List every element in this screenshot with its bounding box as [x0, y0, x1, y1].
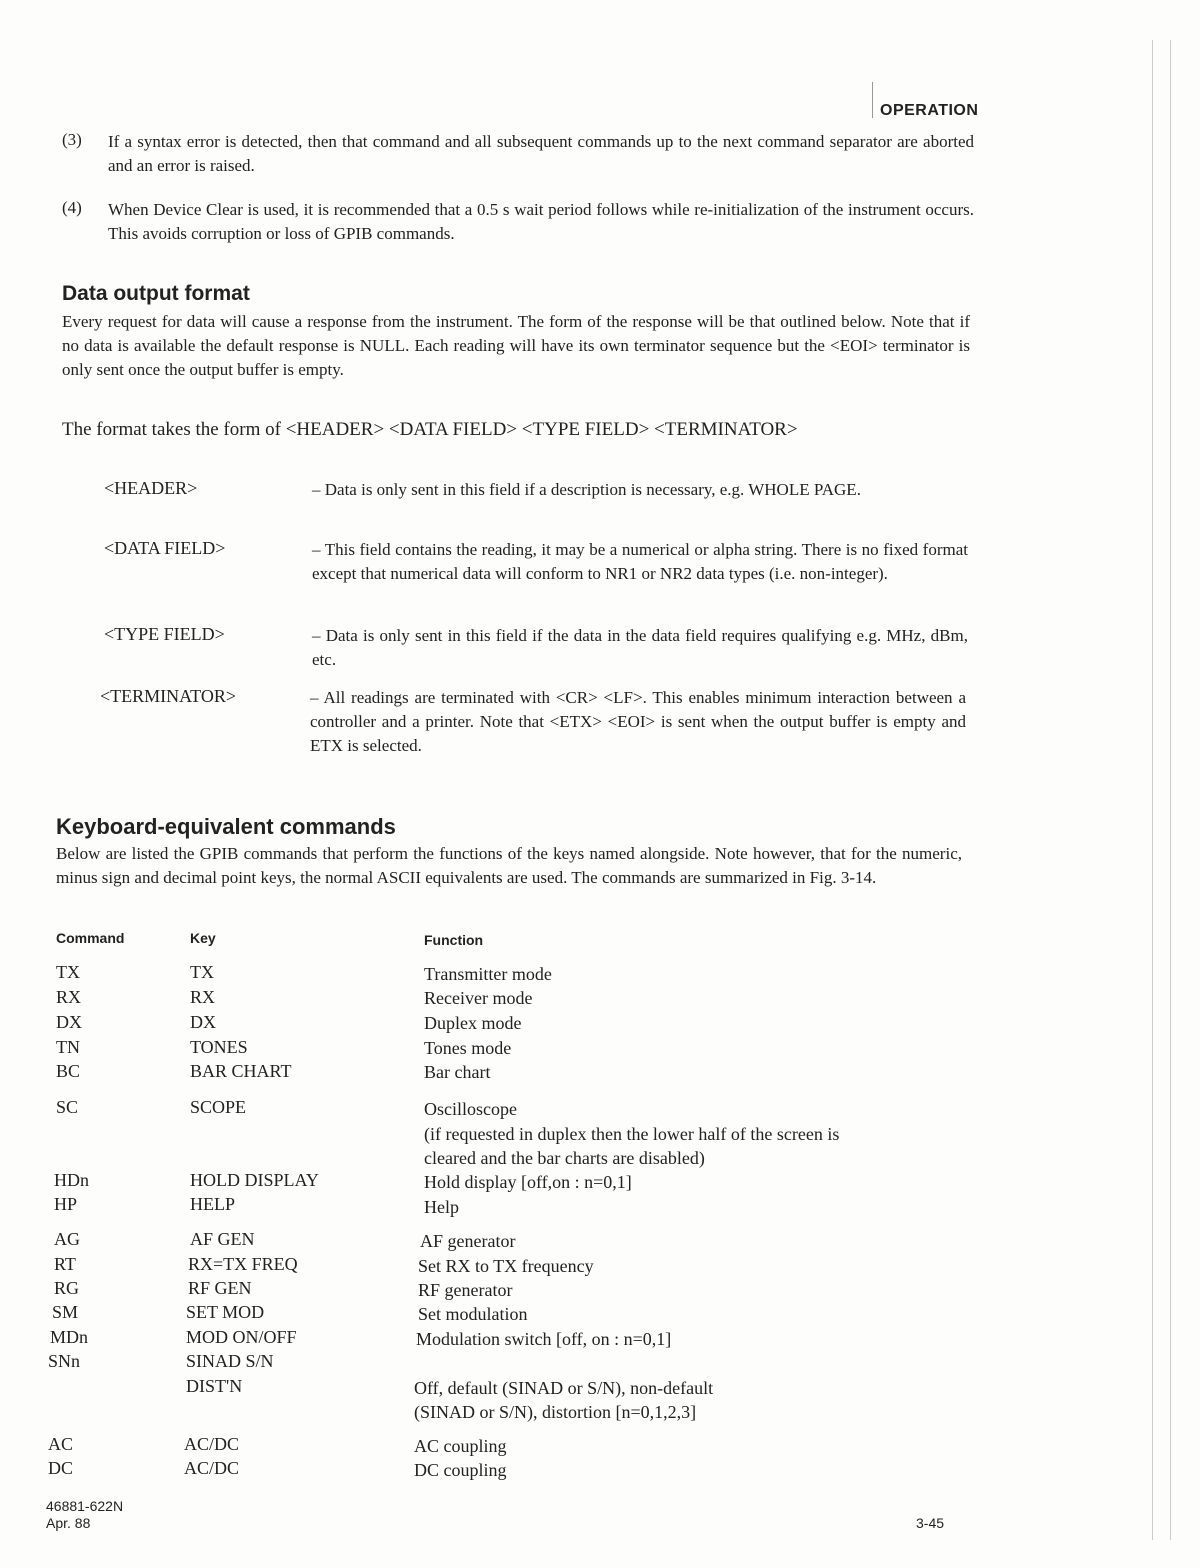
- key-cell: TONES: [190, 1037, 248, 1057]
- section-header: OPERATION: [880, 102, 979, 119]
- cmd-cell: RT: [54, 1254, 76, 1274]
- column-header-command: Command: [56, 930, 125, 946]
- field-label: <TYPE FIELD>: [104, 624, 225, 644]
- key-cell: MOD ON/OFF: [186, 1327, 297, 1347]
- paragraph: The format takes the form of <HEADER> <DATA FIELD> <TYPE FIELD> <TERMINATOR>: [62, 419, 798, 440]
- func-cell-note: (SINAD or S/N), distortion [n=0,1,2,3]: [414, 1402, 697, 1422]
- cmd-cell: BC: [56, 1061, 81, 1081]
- func-cell: Off, default (SINAD or S/N), non-default: [414, 1378, 714, 1398]
- key-cell: SINAD S/N: [186, 1351, 274, 1371]
- item-text: If a syntax error is detected, then that command and all subsequent commands up to the next command separator are aborted and an error is raised.: [108, 132, 974, 175]
- page-number: 3-45: [916, 1515, 945, 1531]
- paragraph: Every request for data will cause a response from the instrument. The form of the response will be that outlined below. Note that if no data is available the default response is NULL. Each reading will have its own terminator sequence but the <EOI> terminator is only sent once the output buffer is empty.: [62, 312, 970, 379]
- func-cell: AF generator: [420, 1231, 516, 1251]
- func-cell-note: cleared and the bar charts are disabled): [424, 1148, 705, 1168]
- item-number: (3): [62, 130, 82, 149]
- func-cell: Bar chart: [424, 1062, 491, 1082]
- cmd-cell: TN: [56, 1037, 80, 1057]
- cmd-cell: RG: [54, 1278, 80, 1298]
- key-cell: SCOPE: [190, 1097, 247, 1117]
- func-cell: DC coupling: [414, 1460, 507, 1480]
- func-cell: Oscilloscope: [424, 1099, 517, 1119]
- func-cell: Hold display [off,on : n=0,1]: [424, 1172, 632, 1192]
- cmd-cell: RX: [56, 987, 82, 1007]
- doc-date: Apr. 88: [46, 1515, 91, 1531]
- key-cell: DIST'N: [186, 1376, 243, 1396]
- field-label: <TERMINATOR>: [100, 686, 236, 706]
- key-cell: HOLD DISPLAY: [190, 1170, 319, 1190]
- cmd-cell: DX: [56, 1012, 82, 1032]
- key-cell: RF GEN: [188, 1278, 252, 1298]
- cmd-cell: AC: [48, 1434, 74, 1454]
- field-label: <HEADER>: [104, 478, 198, 498]
- item-text: When Device Clear is used, it is recommended that a 0.5 s wait period follows while re-initialization of the instrument occurs. This avoids corruption or loss of GPIB commands.: [108, 200, 974, 243]
- func-cell: Receiver mode: [424, 988, 533, 1008]
- field-label: <DATA FIELD>: [104, 538, 226, 558]
- key-cell: SET MOD: [186, 1302, 265, 1322]
- column-header-key: Key: [190, 930, 216, 946]
- cmd-cell: HDn: [54, 1170, 89, 1190]
- item-number: (4): [62, 198, 82, 217]
- func-cell: Modulation switch [off, on : n=0,1]: [416, 1329, 672, 1349]
- header-tick: [872, 82, 873, 118]
- column-header-function: Function: [424, 932, 484, 948]
- func-cell: Help: [424, 1197, 459, 1217]
- cmd-cell: DC: [48, 1458, 74, 1478]
- key-cell: HELP: [190, 1194, 235, 1214]
- func-cell: RF generator: [418, 1280, 513, 1300]
- func-cell: Set modulation: [418, 1304, 528, 1324]
- key-cell: RX: [190, 987, 216, 1007]
- key-cell: DX: [190, 1012, 216, 1032]
- margin-line: [1152, 40, 1153, 1540]
- paragraph: Below are listed the GPIB commands that perform the functions of the keys named alongside. Note however, that for the numeric, minus sign and decimal point keys, the normal ASCII equivalents are used. The commands are summarized in Fig. 3-14.: [56, 844, 962, 887]
- key-cell: AF GEN: [190, 1229, 255, 1249]
- key-cell: TX: [190, 962, 214, 982]
- func-cell: Tones mode: [424, 1038, 512, 1058]
- cmd-cell: SC: [56, 1097, 79, 1117]
- cmd-cell: SM: [52, 1302, 79, 1322]
- func-cell: Duplex mode: [424, 1013, 522, 1033]
- field-desc: – Data is only sent in this field if a description is necessary, e.g. WHOLE PAGE.: [312, 480, 861, 499]
- cmd-cell: AG: [54, 1229, 80, 1249]
- key-cell: RX=TX FREQ: [188, 1254, 298, 1274]
- func-cell: Transmitter mode: [424, 964, 552, 984]
- field-desc: – All readings are terminated with <CR> <LF>. This enables minimum interaction between a controller and a printer. Note that <ETX> <EOI> is sent when the output buffer is empty and ETX is selected.: [310, 688, 966, 755]
- margin-line: [1170, 40, 1171, 1540]
- key-cell: BAR CHART: [190, 1061, 292, 1081]
- key-cell: AC/DC: [184, 1458, 240, 1478]
- field-desc: – Data is only sent in this field if the data in the data field requires qualifying e.g. MHz, dBm, etc.: [312, 626, 968, 669]
- cmd-cell: SNn: [48, 1351, 81, 1371]
- func-cell: Set RX to TX frequency: [418, 1256, 594, 1276]
- section-heading: Keyboard-equivalent commands: [56, 814, 396, 839]
- field-desc: – This field contains the reading, it may be a numerical or alpha string. There is no fixed format except that numerical data will conform to NR1 or NR2 data types (i.e. non-integer).: [312, 540, 968, 583]
- func-cell-note: (if requested in duplex then the lower half of the screen is: [424, 1124, 840, 1144]
- key-cell: AC/DC: [184, 1434, 240, 1454]
- cmd-cell: HP: [54, 1194, 78, 1214]
- cmd-cell: MDn: [50, 1327, 89, 1347]
- doc-number: 46881-622N: [46, 1498, 124, 1514]
- section-heading: Data output format: [62, 282, 250, 305]
- func-cell: AC coupling: [414, 1436, 507, 1456]
- cmd-cell: TX: [56, 962, 80, 982]
